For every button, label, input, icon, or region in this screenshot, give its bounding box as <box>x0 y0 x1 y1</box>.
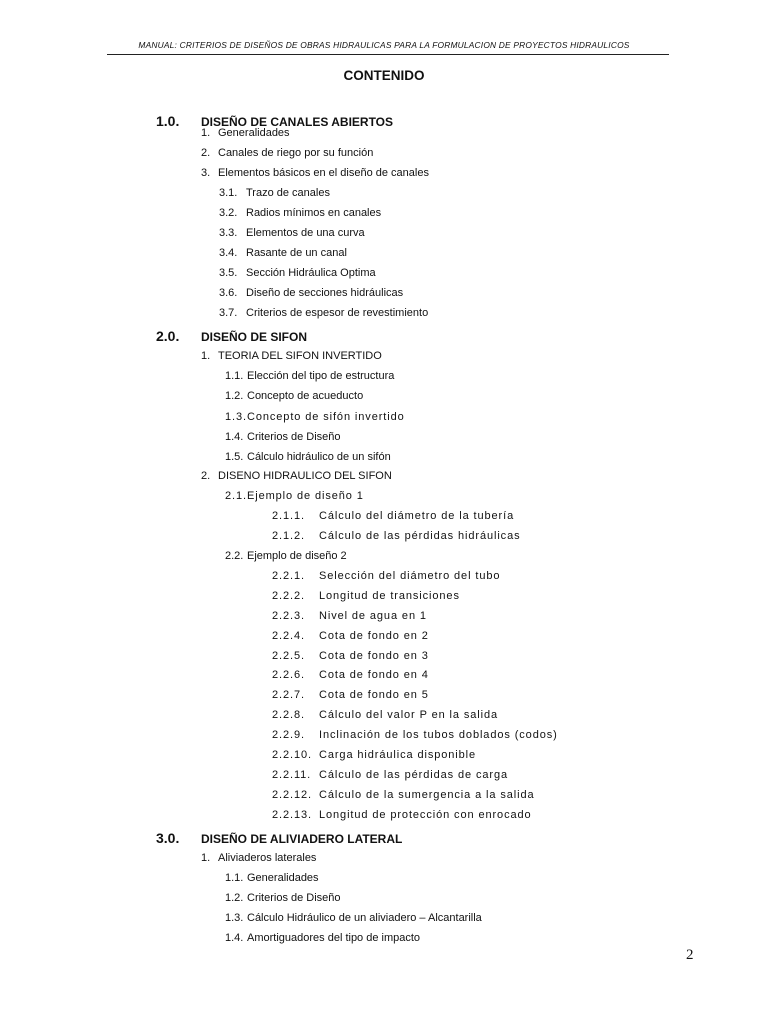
toc-entry <box>272 789 535 801</box>
toc-entry-number: 2.2.8. <box>272 709 305 721</box>
toc-entry <box>272 689 429 701</box>
toc-entry-number: 1.2. <box>225 390 244 402</box>
toc-entry <box>225 932 420 944</box>
toc-entry-number: 1.2. <box>225 892 244 904</box>
toc-entry-text: Longitud de protección con enrocado <box>319 809 532 821</box>
toc-entry <box>272 510 514 522</box>
toc-entry-number: 2.2.11. <box>272 769 312 781</box>
toc-entry-number: 1.3. <box>225 912 244 924</box>
toc-entry <box>225 550 347 562</box>
toc-entry-number: 2.2.4. <box>272 630 305 642</box>
section-title: DISEÑO DE CANALES ABIERTOS <box>201 115 394 129</box>
toc-entry <box>225 370 394 382</box>
toc-entry-number: 2.1. <box>225 490 247 502</box>
toc-entry-text: Concepto de acueducto <box>247 390 364 402</box>
toc-entry-number: 3. <box>201 167 211 179</box>
toc-entry <box>219 247 347 259</box>
toc-entry-text: Inclinación de los tubos doblados (codos) <box>319 729 558 741</box>
toc-entry-number: 2.2.5. <box>272 650 305 662</box>
toc-entry-number: 2.2.13. <box>272 809 312 821</box>
toc-entry <box>272 630 429 642</box>
toc-entry-text: Generalidades <box>218 127 290 139</box>
toc-entry-text: Ejemplo de diseño 2 <box>247 550 347 562</box>
toc-entry-number: 3.7. <box>219 307 238 319</box>
toc-entry <box>225 431 341 443</box>
toc-entry-number: 2.1.1. <box>272 510 305 522</box>
toc-entry-number: 3.4. <box>219 247 238 259</box>
toc-entry-number: 1.1. <box>225 370 244 382</box>
toc-entry <box>201 350 382 362</box>
section-number: 1.0. <box>156 113 180 129</box>
toc-entry <box>219 287 403 299</box>
toc-entry-text: Rasante de un canal <box>246 247 347 259</box>
toc-entry <box>225 490 364 502</box>
toc-entry-number: 1. <box>201 350 211 362</box>
toc-entry-number: 3.6. <box>219 287 238 299</box>
toc-entry-number: 1.4. <box>225 431 244 443</box>
toc-entry <box>272 610 427 622</box>
toc-entry-number: 3.5. <box>219 267 238 279</box>
toc-entry-text: Cálculo del diámetro de la tubería <box>319 510 515 522</box>
toc-entry-number: 1.1. <box>225 872 244 884</box>
toc-entry-text: Cálculo hidráulico de un sifón <box>247 451 391 463</box>
toc-entry-number: 2.2.10. <box>272 749 312 761</box>
toc-entry-text: Cota de fondo en 2 <box>319 630 429 642</box>
toc-entry <box>225 451 391 463</box>
toc-entry-text: Carga hidráulica disponible <box>319 749 476 761</box>
toc-entry-number: 2. <box>201 470 211 482</box>
toc-entry-text: Cálculo de las pérdidas hidráulicas <box>319 530 521 542</box>
toc-entry <box>272 769 508 781</box>
toc-entry <box>219 187 330 199</box>
toc-entry-number: 1.5. <box>225 451 244 463</box>
toc-entry <box>225 892 341 904</box>
toc-entry <box>225 411 405 423</box>
toc-entry <box>272 570 500 582</box>
toc-entry-text: Canales de riego por su función <box>218 147 374 159</box>
header-rule <box>107 54 669 55</box>
toc-entry-text: Criterios de Diseño <box>247 892 341 904</box>
toc-entry-text: Concepto de sifón invertido <box>247 411 405 423</box>
toc-entry <box>225 872 319 884</box>
toc-entry <box>225 912 482 924</box>
section-number: 2.0. <box>156 328 180 344</box>
toc-entry-text: Cálculo del valor P en la salida <box>319 709 499 721</box>
toc-entry-text: Criterios de Diseño <box>247 431 341 443</box>
toc-entry-text: DISENO HIDRAULICO DEL SIFON <box>218 470 392 482</box>
toc-entry-text: Sección Hidráulica Optima <box>246 267 376 279</box>
toc-entry <box>201 167 429 179</box>
toc-entry <box>272 729 558 741</box>
toc-entry-number: 2.2.7. <box>272 689 305 701</box>
toc-entry-number: 2.2. <box>225 550 244 562</box>
toc-entry <box>201 852 316 864</box>
toc-entry-number: 2.2.1. <box>272 570 305 582</box>
toc-entry-text: Diseño de secciones hidráulicas <box>246 287 404 299</box>
toc-entry-text: Elementos básicos en el diseño de canales <box>218 167 429 179</box>
toc-entry-text: Ejemplo de diseño 1 <box>247 490 364 502</box>
toc-entry-number: 3.1. <box>219 187 238 199</box>
toc-entry-number: 1.3. <box>225 411 247 423</box>
toc-entry <box>219 227 365 239</box>
toc-entry-text: TEORIA DEL SIFON INVERTIDO <box>218 350 382 362</box>
toc-entry-number: 1. <box>201 127 211 139</box>
toc-entry <box>201 127 290 139</box>
toc-entry-number: 2.2.9. <box>272 729 305 741</box>
toc-entry <box>219 207 381 219</box>
toc-entry-text: Cota de fondo en 4 <box>319 669 429 681</box>
toc-entry <box>219 307 428 319</box>
toc-entry <box>272 650 429 662</box>
toc-entry-text: Cálculo Hidráulico de un aliviadero – Alcantarilla <box>247 912 482 924</box>
toc-entry-text: Elementos de una curva <box>246 227 365 239</box>
page-title: CONTENIDO <box>343 68 425 83</box>
running-header: MANUAL: CRITERIOS DE DISEÑOS DE OBRAS HIDRAULICAS PARA LA FORMULACION DE PROYECTOS HIDRAULICOS <box>138 40 630 50</box>
toc-entry <box>272 590 460 602</box>
toc-entry-text: Radios mínimos en canales <box>246 207 382 219</box>
toc-entry-number: 2.2.2. <box>272 590 305 602</box>
section-number: 3.0. <box>156 830 180 846</box>
toc-entry <box>272 669 429 681</box>
toc-entry <box>272 809 532 821</box>
toc-entry-number: 1. <box>201 852 211 864</box>
toc-entry <box>219 267 376 279</box>
toc-entry <box>225 390 363 402</box>
section-title: DISEÑO DE ALIVIADERO LATERAL <box>201 832 403 846</box>
toc-entry-text: Cálculo de la sumergencia a la salida <box>319 789 535 801</box>
toc-entry-number: 2.1.2. <box>272 530 305 542</box>
toc-entry-text: Amortiguadores del tipo de impacto <box>247 932 421 944</box>
toc-entry-text: Longitud de transiciones <box>319 590 460 602</box>
toc-entry-number: 2. <box>201 147 211 159</box>
section-title: DISEÑO DE SIFON <box>201 330 308 344</box>
toc-entry-text: Generalidades <box>247 872 319 884</box>
toc-entry-text: Elección del tipo de estructura <box>247 370 395 382</box>
toc-entry-number: 3.2. <box>219 207 238 219</box>
page-number: 2 <box>686 947 694 963</box>
toc-entry <box>201 147 373 159</box>
toc-entry-text: Nivel de agua en 1 <box>319 610 427 622</box>
toc-entry-number: 2.2.6. <box>272 669 305 681</box>
toc-entry-text: Criterios de espesor de revestimiento <box>246 307 429 319</box>
toc-entry <box>201 470 392 482</box>
toc-entry-text: Cota de fondo en 3 <box>319 650 429 662</box>
toc-entry-text: Trazo de canales <box>246 187 330 199</box>
toc-entry-number: 1.4. <box>225 932 244 944</box>
toc-entry-number: 3.3. <box>219 227 238 239</box>
toc-entry-text: Cota de fondo en 5 <box>319 689 429 701</box>
toc-entry-text: Cálculo de las pérdidas de carga <box>319 769 509 781</box>
toc-entry-number: 2.2.12. <box>272 789 312 801</box>
toc-entry-text: Aliviaderos laterales <box>218 852 317 864</box>
toc-entry-number: 2.2.3. <box>272 610 305 622</box>
toc-entry <box>272 530 520 542</box>
toc-entry-text: Selección del diámetro del tubo <box>319 570 501 582</box>
toc-entry <box>272 749 476 761</box>
toc-entry <box>272 709 498 721</box>
